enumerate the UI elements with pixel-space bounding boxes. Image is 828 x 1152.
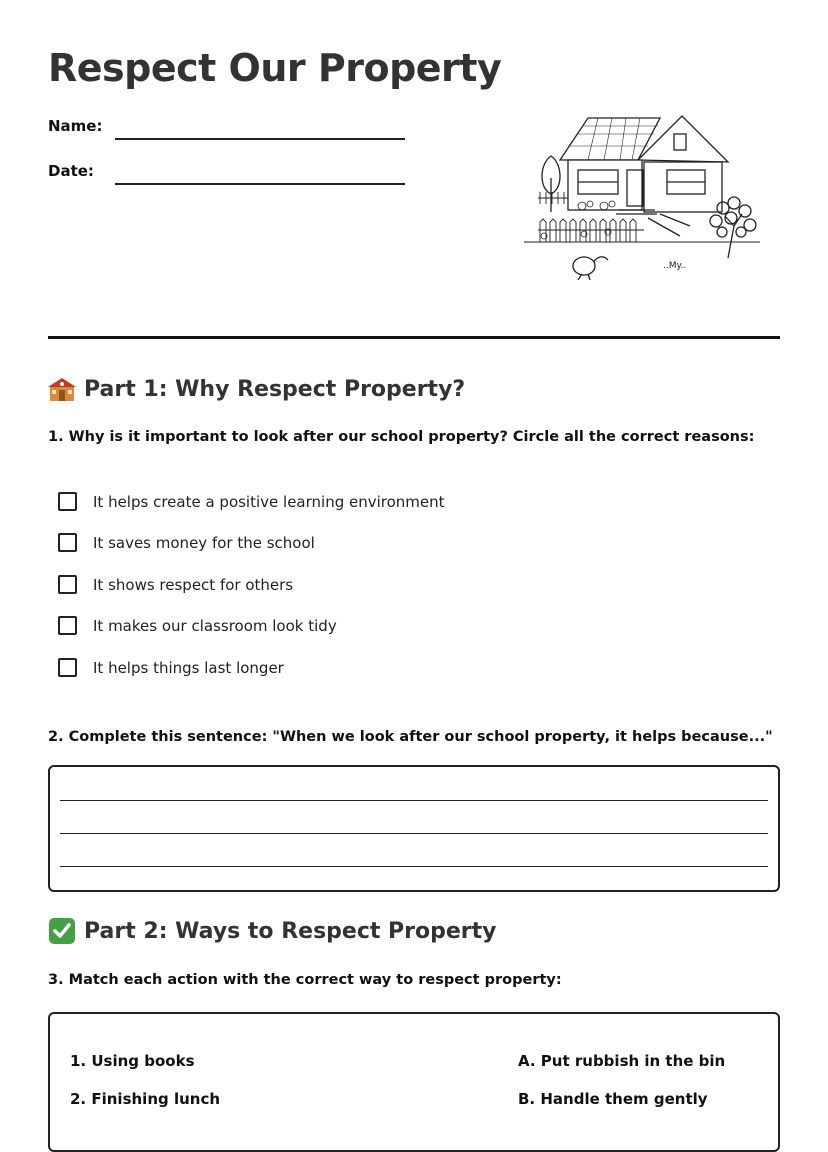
question-1: 1. Why is it important to look after our school property? Circle all the correct reasons:	[48, 429, 755, 445]
house-caption: ..My..	[663, 261, 687, 271]
flowering-tree	[710, 197, 756, 258]
option-label: It helps create a positive learning environment	[93, 492, 445, 511]
question-3: 3. Match each action with the correct way to respect property:	[48, 972, 562, 988]
date-label: Date:	[48, 162, 94, 180]
house-illustration	[520, 108, 770, 280]
option-1[interactable]	[58, 492, 445, 511]
writing-line[interactable]	[60, 833, 768, 834]
matching-box	[48, 1012, 780, 1152]
answer-box[interactable]	[48, 765, 780, 892]
checkbox[interactable]	[58, 658, 77, 677]
option-label: It makes our classroom look tidy	[93, 616, 337, 635]
part2-heading-text: Part 2: Ways to Respect Property	[84, 918, 497, 944]
name-line[interactable]	[115, 138, 405, 140]
option-5[interactable]	[58, 658, 284, 677]
checkbox[interactable]	[58, 616, 77, 635]
option-3[interactable]	[58, 575, 293, 594]
match-right-b[interactable]: B. Handle them gently	[518, 1090, 708, 1108]
date-line[interactable]	[115, 183, 405, 185]
option-label: It shows respect for others	[93, 575, 294, 594]
match-left-1[interactable]: 1. Using books	[70, 1052, 195, 1070]
checkbox[interactable]	[58, 492, 77, 511]
part1-heading	[48, 376, 465, 402]
worksheet-title: Respect Our Property	[48, 46, 502, 90]
checkbox[interactable]	[58, 575, 77, 594]
checkbox[interactable]	[58, 533, 77, 552]
option-2[interactable]	[58, 533, 315, 552]
writing-line[interactable]	[60, 866, 768, 867]
kiwi-bird	[573, 257, 608, 280]
school-building-icon	[48, 376, 76, 402]
name-label: Name:	[48, 117, 103, 135]
match-left-2[interactable]: 2. Finishing lunch	[70, 1090, 221, 1108]
question-2: 2. Complete this sentence: "When we look after our school property, it helps because..."	[48, 729, 773, 745]
section-divider	[48, 336, 780, 339]
writing-line[interactable]	[60, 800, 768, 801]
part2-heading	[48, 918, 497, 944]
garden-path	[648, 214, 690, 236]
check-mark-button-icon	[48, 918, 76, 944]
option-label: It saves money for the school	[93, 533, 315, 552]
match-right-a[interactable]: A. Put rubbish in the bin	[518, 1052, 726, 1070]
part1-heading-text: Part 1: Why Respect Property?	[84, 376, 466, 402]
option-label: It helps things last longer	[93, 658, 284, 677]
option-4[interactable]	[58, 616, 337, 635]
